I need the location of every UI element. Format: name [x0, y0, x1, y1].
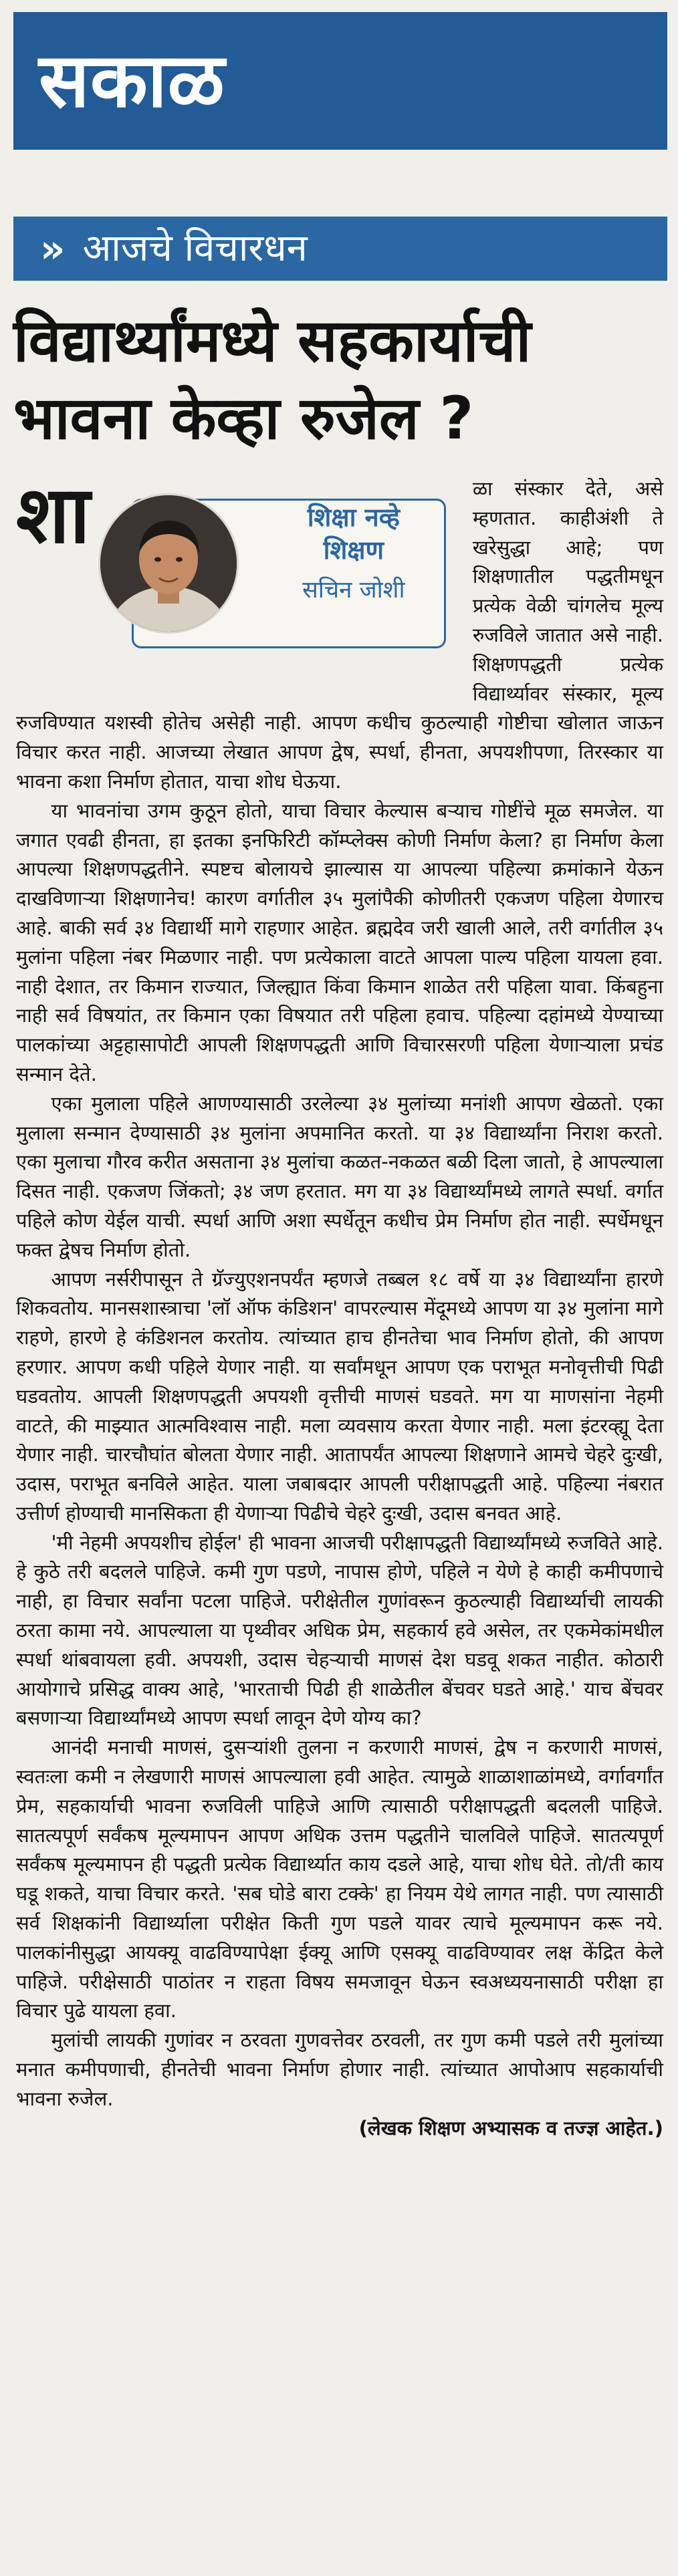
paragraph-3: आपण नर्सरीपासून ते ग्रॅज्युएशनपर्यंत म्हणजे तब्बल १८ वर्षे या ३४ विद्यार्थ्यांना हारणे शिकवतोय. मानसशास्त्राचा 'लॉ ऑफ कंडिशन' वापरल्यास मेंदूमध्ये आपण या ३४ मुलांना मागे राहणे, हारणे हे कंडिशनल करतोय. त्यांच्यात हाच हीनतेचा भाव निर्माण होतो, की आपण हरणार. आपण कधी पहिले येणार नाही. या सर्वांमधून आपण एक पराभूत मनोवृत्तीची पिढी घडवतोय. आपली शिक्षणपद्धती अपयशी वृत्तीची माणसं घडवते. मग या माणसांना नेहमी वाटते, की माझ्यात आत्मविश्वास नाही. मला व्यवसाय करता येणार नाही. मला इंटरव्ह्यू देता येणार नाही. चारचौघांत बोलता येणार नाही. आतापर्यंत आपल्या शिक्षणाने आमचे चेहरे दुःखी, उदास, पराभूत बनविले आहेत. याला जबाबदार आपली परीक्षापद्धती आहे. पहिल्या नंबरात उत्तीर्ण होण्याची मानसिकता ही येणाऱ्या पिढीचे चेहरे दुःखी, उदास बनवत आहे. — [16, 1267, 663, 1525]
masthead — [13, 12, 667, 150]
chevron-right-icon: » — [40, 226, 66, 271]
byline-box — [98, 484, 458, 678]
lead-text: ळा संस्कार देते, असे म्हणतात. काहीअंशी ते खरेसुद्धा आहे; पण शिक्षणातील पद्धतीमधून प्रत्येक वेळी चांगलेच मूल्य रुजविले जातात असे नाही. शिक्षणपद्धती प्रत्येक विद्यार्थ्यावर संस्कार, मूल्य रुजविण्यात यशस्वी होतेच असेही नाही. आपण कधीच कुठल्याही गोष्टीचा खोलात जाऊन विचार करत नाही. आजच्या लेखात आपण द्वेष, स्पर्धा, हीनता, अपयशीपणा, तिरस्कार या भावना कशा निर्माण होतात, याचा शोध घेऊया. — [16, 477, 663, 793]
section-header — [13, 217, 667, 281]
headline-line-2: भावना केव्हा रुजेल ? — [13, 384, 474, 453]
article-headline — [13, 302, 667, 457]
paragraph-5: आनंदी मनाची माणसं, दुसऱ्यांशी तुलना न करणारी माणसं, द्वेष न करणारी माणसं, स्वतःला कमी न लेखणारी माणसं आपल्याला हवी आहेत. त्यामुळे शाळाशाळांमध्ये, वर्गावर्गांत प्रेम, सहकार्याची भावना रुजविली पाहिजे आणि त्यासाठी परीक्षापद्धती बदलली पाहिजे. सातत्यपूर्ण सर्वंकष मूल्यमापन आपण अधिक उत्तम पद्धतीने चालविले पाहिजे. सातत्यपूर्ण सर्वंकष मूल्यमापन ही पद्धती प्रत्येक विद्यार्थ्यात काय दडले आहे, याचा शोध घेते. तो/ती काय घडू शकते, याचा विचार करते. 'सब घोडे बारा टक्के' हा नियम येथे लागत नाही. पण त्यासाठी सर्व शिक्षकांनी विद्यार्थ्याला परीक्षेत किती गुण पडले यावर त्याचे मूल्यमापन करू नये. पालकांनीसुद्धा आयक्यू वाढविण्यापेक्षा ईक्यू आणि एसक्यू वाढविण्यावर लक्ष केंद्रित केले पाहिजे. परीक्षेसाठी पाठांतर न राहता विषय समजावून घेऊन स्वअध्ययनासाठी परीक्षा हा विचार पुढे यायला हवा. — [16, 1736, 663, 2023]
byline-text — [253, 501, 454, 607]
section-title: आजचे विचारधन — [82, 227, 308, 270]
article-body — [16, 469, 663, 2143]
author-photo — [98, 493, 239, 634]
column-title-line-1: शिक्षा नव्हे — [307, 503, 400, 532]
paragraph-6: मुलांची लायकी गुणांवर न ठरवता गुणवत्तेवर ठरवली, तर गुण कमी पडले तरी मुलांच्या मनात कमीपणाची, हीनतेची भावना निर्माण होणार नाही. त्यांच्यात आपोआप सहकार्याची भावना रुजेल. — [16, 2029, 663, 2110]
lead-paragraph — [16, 469, 663, 797]
author-note: (लेखक शिक्षण अभ्यासक व तज्ज्ञ आहेत.) — [358, 2116, 663, 2140]
drop-cap: शा — [16, 469, 90, 561]
paragraph-4: 'मी नेहमी अपयशीच होईल' ही भावना आजची परीक्षापद्धती विद्यार्थ्यांमध्ये रुजविते आहे. हे कुठे तरी बदलले पाहिजे. कमी गुण पडणे, नापास होणे, पहिले न येणे हे काही कमीपणाचे नाही, हा विचार सर्वांना पटला पाहिजे. परीक्षेतील गुणांवरून कुठल्याही विद्यार्थ्याची लायकी ठरता कामा नये. आपल्याला या पृथ्वीवर अधिक प्रेम, सहकार्य हवे असेल, तर एकमेकांमधील स्पर्धा थांबवायला हवी. अपयशी, उदास चेहऱ्याची माणसं देश घडवू शकत नाहीत. कोठारी आयोगाचे प्रसिद्ध वाक्य आहे, 'भारताची पिढी ही शाळेतील बेंचवर घडते आहे.' याच बेंचवर बसणाऱ्या विद्यार्थ्यांमध्ये आपण स्पर्धा लावून देणे योग्य का? — [16, 1531, 663, 1730]
paragraph-2: एका मुलाला पहिले आणण्यासाठी उरलेल्या ३४ मुलांच्या मनांशी आपण खेळतो. एका मुलाला सन्मान देण्यासाठी ३४ मुलांना अपमानित करतो. या ३४ विद्यार्थ्यांना निराश करतो. एका मुलाचा गौरव करीत असताना ३४ मुलांचा कळत-नकळत बळी दिला जातो, हे आपल्याला दिसत नाही. एकजण जिंकतो; ३४ जण हरतात. मग या ३४ विद्यार्थ्यांमध्ये लागते स्पर्धा. वर्गात पहिले कोण येईल याची. स्पर्धा आणि अशा स्पर्धेतून कधीच प्रेम निर्माण होत नाही. स्पर्धेमधून फक्त द्वेषच निर्माण होतो. — [16, 1091, 663, 1261]
headline-line-1: विद्यार्थ्यांमध्ये सहकार्याची — [13, 306, 532, 375]
column-title-line-2: शिक्षण — [323, 535, 384, 565]
author-portrait-icon — [100, 495, 237, 632]
paragraph-1: या भावनांचा उगम कुठून होतो, याचा विचार केल्यास बऱ्याच गोष्टींचे मूळ समजेल. या जगात एवढी हीनता, हा इतका इनफिरिटी कॉम्प्लेक्स कोणी निर्माण केला? हा निर्माण केला आपल्या शिक्षणपद्धतीने. स्पष्टच बोलायचे झाल्यास या आपल्या पहिल्या क्रमांकाने येऊन दाखविणाऱ्या शिक्षणानेच! कारण वर्गातील ३५ मुलांपैकी कोणीतरी एकजण पहिला येणारच आहे. बाकी सर्व ३४ विद्यार्थी मागे राहणार आहेत. ब्रह्मदेव जरी खाली आले, तरी वर्गातील ३५ मुलांना पहिला नंबर मिळणार नाही. पण प्रत्येकाला वाटते आपला पाल्य पहिला यायला हवा. नाही देशात, तर किमान राज्यात, जिल्ह्यात किंवा किमान शाळेत तरी पहिला यावा. किंबहुना नाही सर्व विषयांत, तर किमान एका विषयात तरी पहिला हवाच. पहिल्या दहांमध्ये येण्याच्या पालकांच्या अट्टहासापोटी आपली शिक्षणपद्धती आणि विचारसरणी पहिला येणाऱ्याला प्रचंड सन्मान देते. — [16, 799, 663, 1085]
masthead-logo: सकाळ — [39, 37, 225, 124]
author-name: सचिन जोशी — [302, 576, 405, 604]
